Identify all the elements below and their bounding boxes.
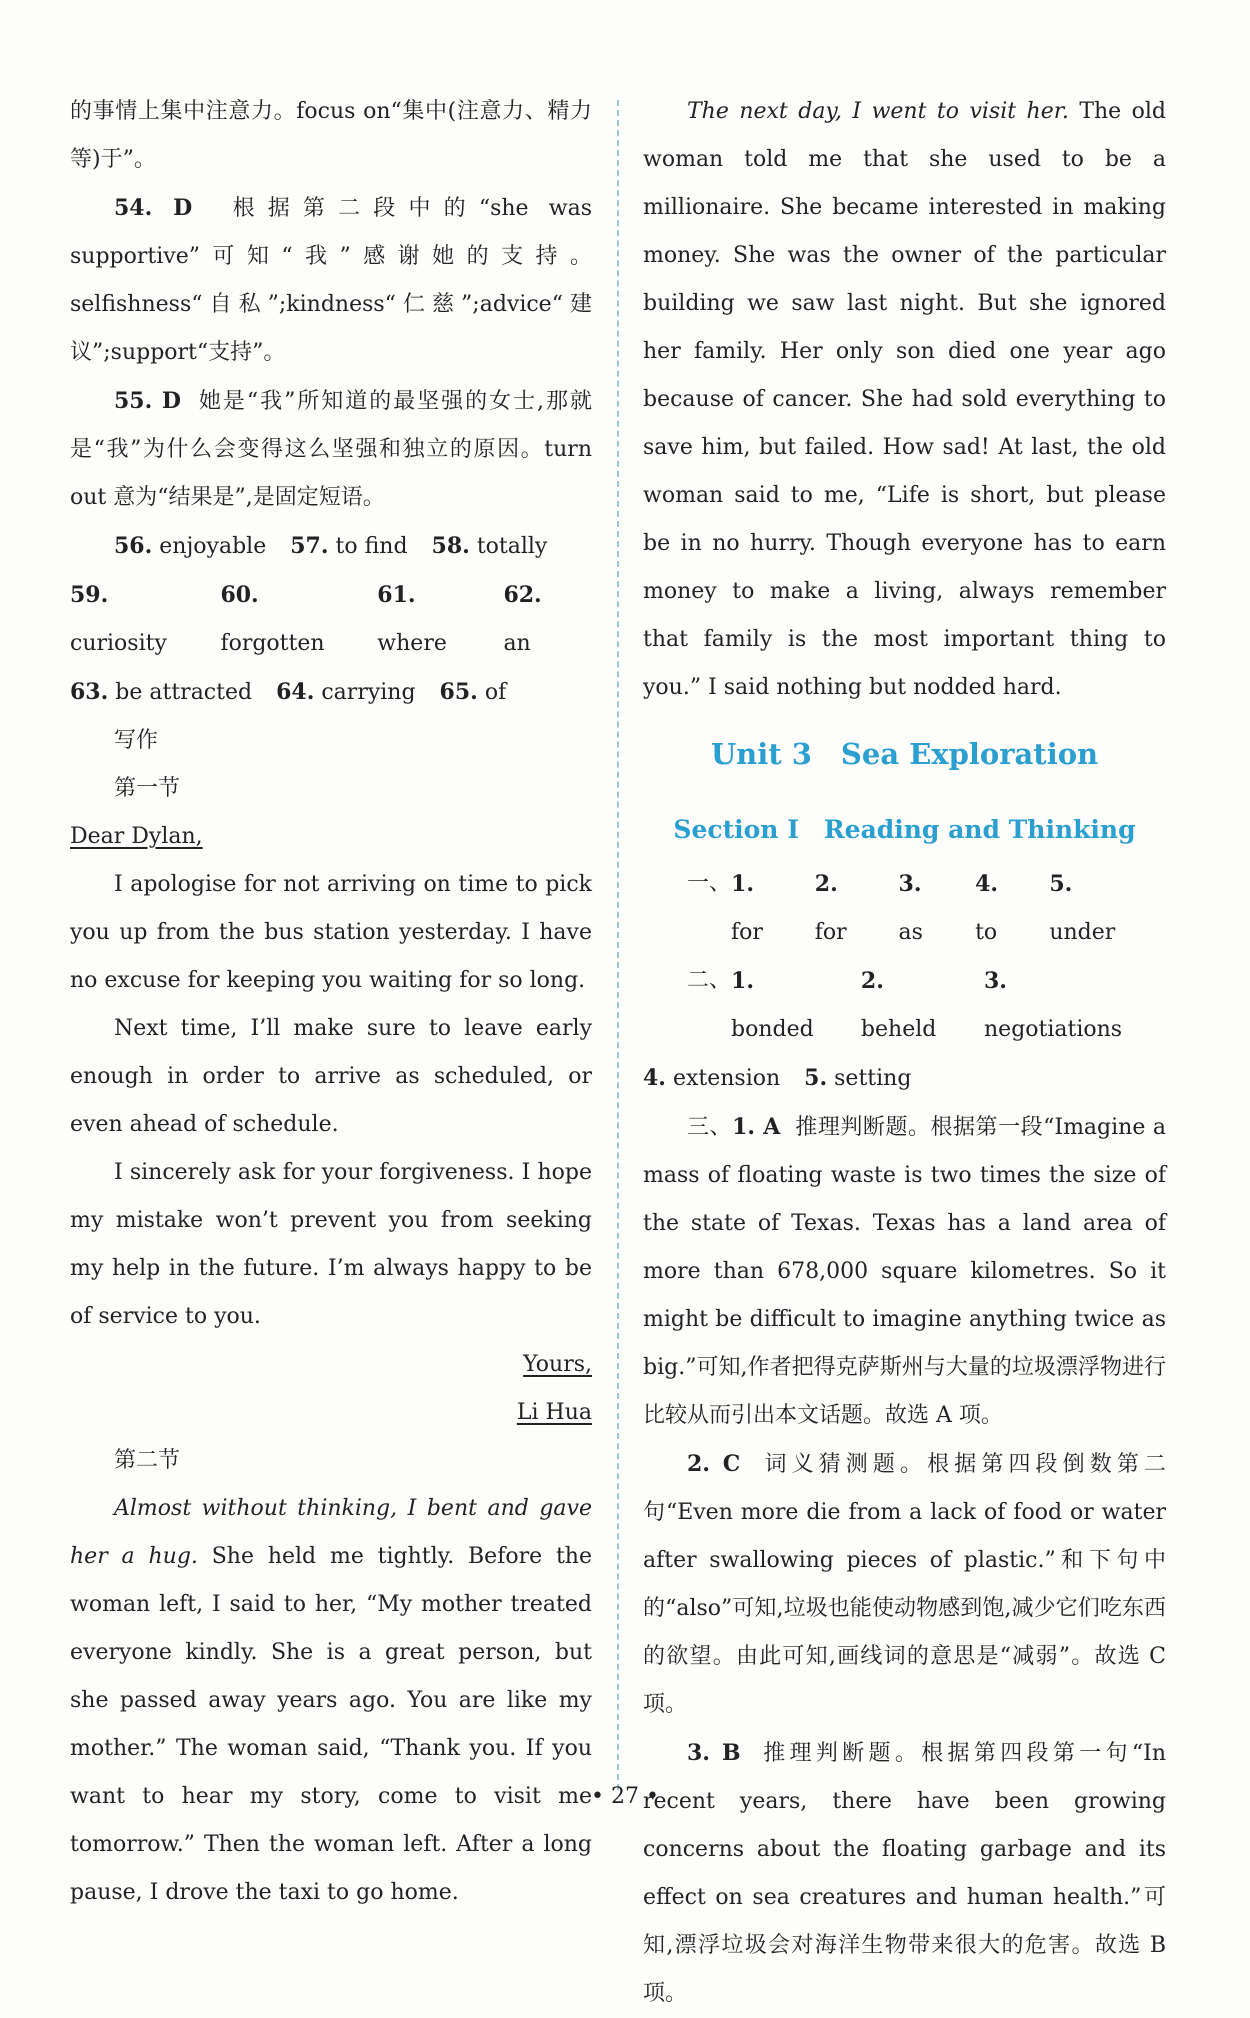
answers-row-63-65	[70, 668, 592, 717]
answer-explanation: 推理判断题。根据第一段“Imagine a mass of floating waste is two times the size of the state of Texas. Texas has a land area of more than 678,000 square kilometres. So it might be difficult to imagine anything twice as big.”可知,作者把得克萨斯州与大量的垃圾漂浮物进行比较从而引出本文话题。故选 A 项。	[643, 1115, 1166, 1428]
section1-heading: 第一节	[114, 776, 181, 801]
answer-item: 59. curiosity	[70, 582, 167, 656]
answer-item: 64. carrying	[276, 679, 416, 705]
answer-number: 54. D	[114, 195, 193, 221]
answer-item: 5. under	[1049, 871, 1116, 945]
answer-item: 2. beheld	[860, 968, 937, 1042]
answer-explanation: 根据第二段中的“she was supportive”可知“我”感谢她的支持。selfishness“自私”;kindness“仁慈”;advice“建议”;support“支持”。	[70, 196, 592, 365]
right-column	[643, 88, 1166, 2018]
story-opening-sentence: Almost without thinking, I bent and gave her a hug.	[70, 1496, 592, 1569]
answers-row-56-58	[70, 522, 592, 571]
story-paragraph-1	[70, 1485, 592, 1917]
story-body: She held me tightly. Before the woman left, I said to her, “My mother treated everyone kindly. She is a great person, but she passed away years ago. You are like my mother.” The woman said, “Thank you. If you want to hear my story, come to visit me tomorrow.” Then the woman left. After a long pause, I drove the taxi to go home.	[70, 1544, 592, 1905]
answer-number: 1. A	[732, 1114, 781, 1140]
answer-explanation: 词义猜测题。根据第四段倒数第二句“Even more die from a lack of food or water after swallowing pieces of plastic.”和下句中的“also”可知,垃圾也能使动物感到饱,减少它们吃东西的欲望。由此可知,画线词的意思是“减弱”。故选 C 项。	[643, 1452, 1166, 1717]
answer-item: 2. for	[814, 871, 847, 945]
unit-title: Unit 3 Sea Exploration	[710, 737, 1099, 771]
answer-item: 58. totally	[431, 533, 548, 559]
column-divider	[617, 100, 619, 1790]
answer-54	[70, 184, 592, 377]
answer-number: 3. B	[687, 1740, 741, 1766]
answer-item: 3. negotiations	[984, 968, 1123, 1042]
answer-item: 62. an	[503, 582, 542, 656]
story-body: The old woman told me that she used to be a millionaire. She became interested in making money. She was the owner of the particular building we saw last night. But she ignored her family. Her only son died one year ago because of cancer. She had sold everything to save him, but failed. How sad! At last, the old woman said to me, “Life is short, but please be in no hurry. Though everyone has to earn money to make a living, always remember that family is the most important thing to you.” I said nothing but nodded hard.	[643, 99, 1167, 700]
part3-answer-3	[643, 1729, 1166, 2018]
answer-item: 1. for	[731, 871, 763, 945]
answer-item: 1. bonded	[731, 968, 814, 1042]
part3-answer-2	[643, 1440, 1166, 1729]
letter-paragraph-2: Next time, I’ll make sure to leave early enough in order to arrive as scheduled, or even ahead of schedule.	[70, 1016, 592, 1137]
salutation: Dear Dylan,	[70, 824, 203, 849]
letter-paragraph-3: I sincerely ask for your forgiveness. I hope my mistake won’t prevent you from seeking my help in the future. I’m always happy to be of service to you.	[70, 1160, 592, 1329]
story-paragraph-2	[643, 88, 1166, 712]
writing-heading: 写作	[114, 728, 159, 753]
answer-item: 60. forgotten	[220, 582, 325, 656]
part-label: 一、	[687, 871, 732, 896]
part2-answers-row1	[643, 957, 1166, 1054]
part2-answers-row2	[643, 1054, 1166, 1103]
paragraph: 的事情上集中注意力。focus on“集中(注意力、精力等)于”。	[70, 99, 592, 172]
answer-number: 55. D	[114, 388, 181, 414]
section2-heading: 第二节	[114, 1448, 181, 1473]
answers-row-59-62	[70, 571, 592, 668]
answer-item: 56. enjoyable	[114, 533, 267, 559]
part-label: 三、	[687, 1115, 733, 1140]
answer-item: 5. setting	[804, 1065, 912, 1091]
section-title: Section Ⅰ Reading and Thinking	[673, 815, 1136, 844]
letter-paragraph-1: I apologise for not arriving on time to pick you up from the bus station yesterday. I have no excuse for keeping you waiting for so long.	[70, 872, 592, 993]
answer-item: 4. extension	[643, 1065, 781, 1091]
part1-answers	[643, 860, 1166, 957]
answer-explanation: 她是“我”所知道的最坚强的女士,那就是“我”为什么会变得这么坚强和独立的原因。turn out 意为“结果是”,是固定短语。	[70, 389, 592, 510]
part3-answer-1	[643, 1103, 1166, 1440]
signature: Li Hua	[516, 1400, 592, 1425]
page-number: • 27 •	[591, 1784, 659, 1809]
answer-item: 63. be attracted	[70, 679, 253, 705]
answer-item: 65. of	[439, 679, 507, 705]
answer-55	[70, 377, 592, 522]
answer-item: 4. to	[975, 871, 999, 945]
part-label: 二、	[687, 968, 732, 993]
answer-item: 3. as	[898, 871, 923, 945]
answer-item: 61. where	[377, 582, 447, 656]
answer-explanation: 推理判断题。根据第四段第一句“In recent years, there have been growing concerns about the floating garbage and its effect on sea creatures and human health.”可知,漂浮垃圾会对海洋生物带来很大的危害。故选 B 项。	[643, 1741, 1166, 2006]
story-opening-sentence: The next day, I went to visit her.	[687, 99, 1069, 124]
answer-item: 57. to find	[290, 533, 408, 559]
closing: Yours,	[523, 1352, 592, 1377]
answer-number: 2. C	[687, 1451, 741, 1477]
left-column	[70, 88, 592, 1917]
